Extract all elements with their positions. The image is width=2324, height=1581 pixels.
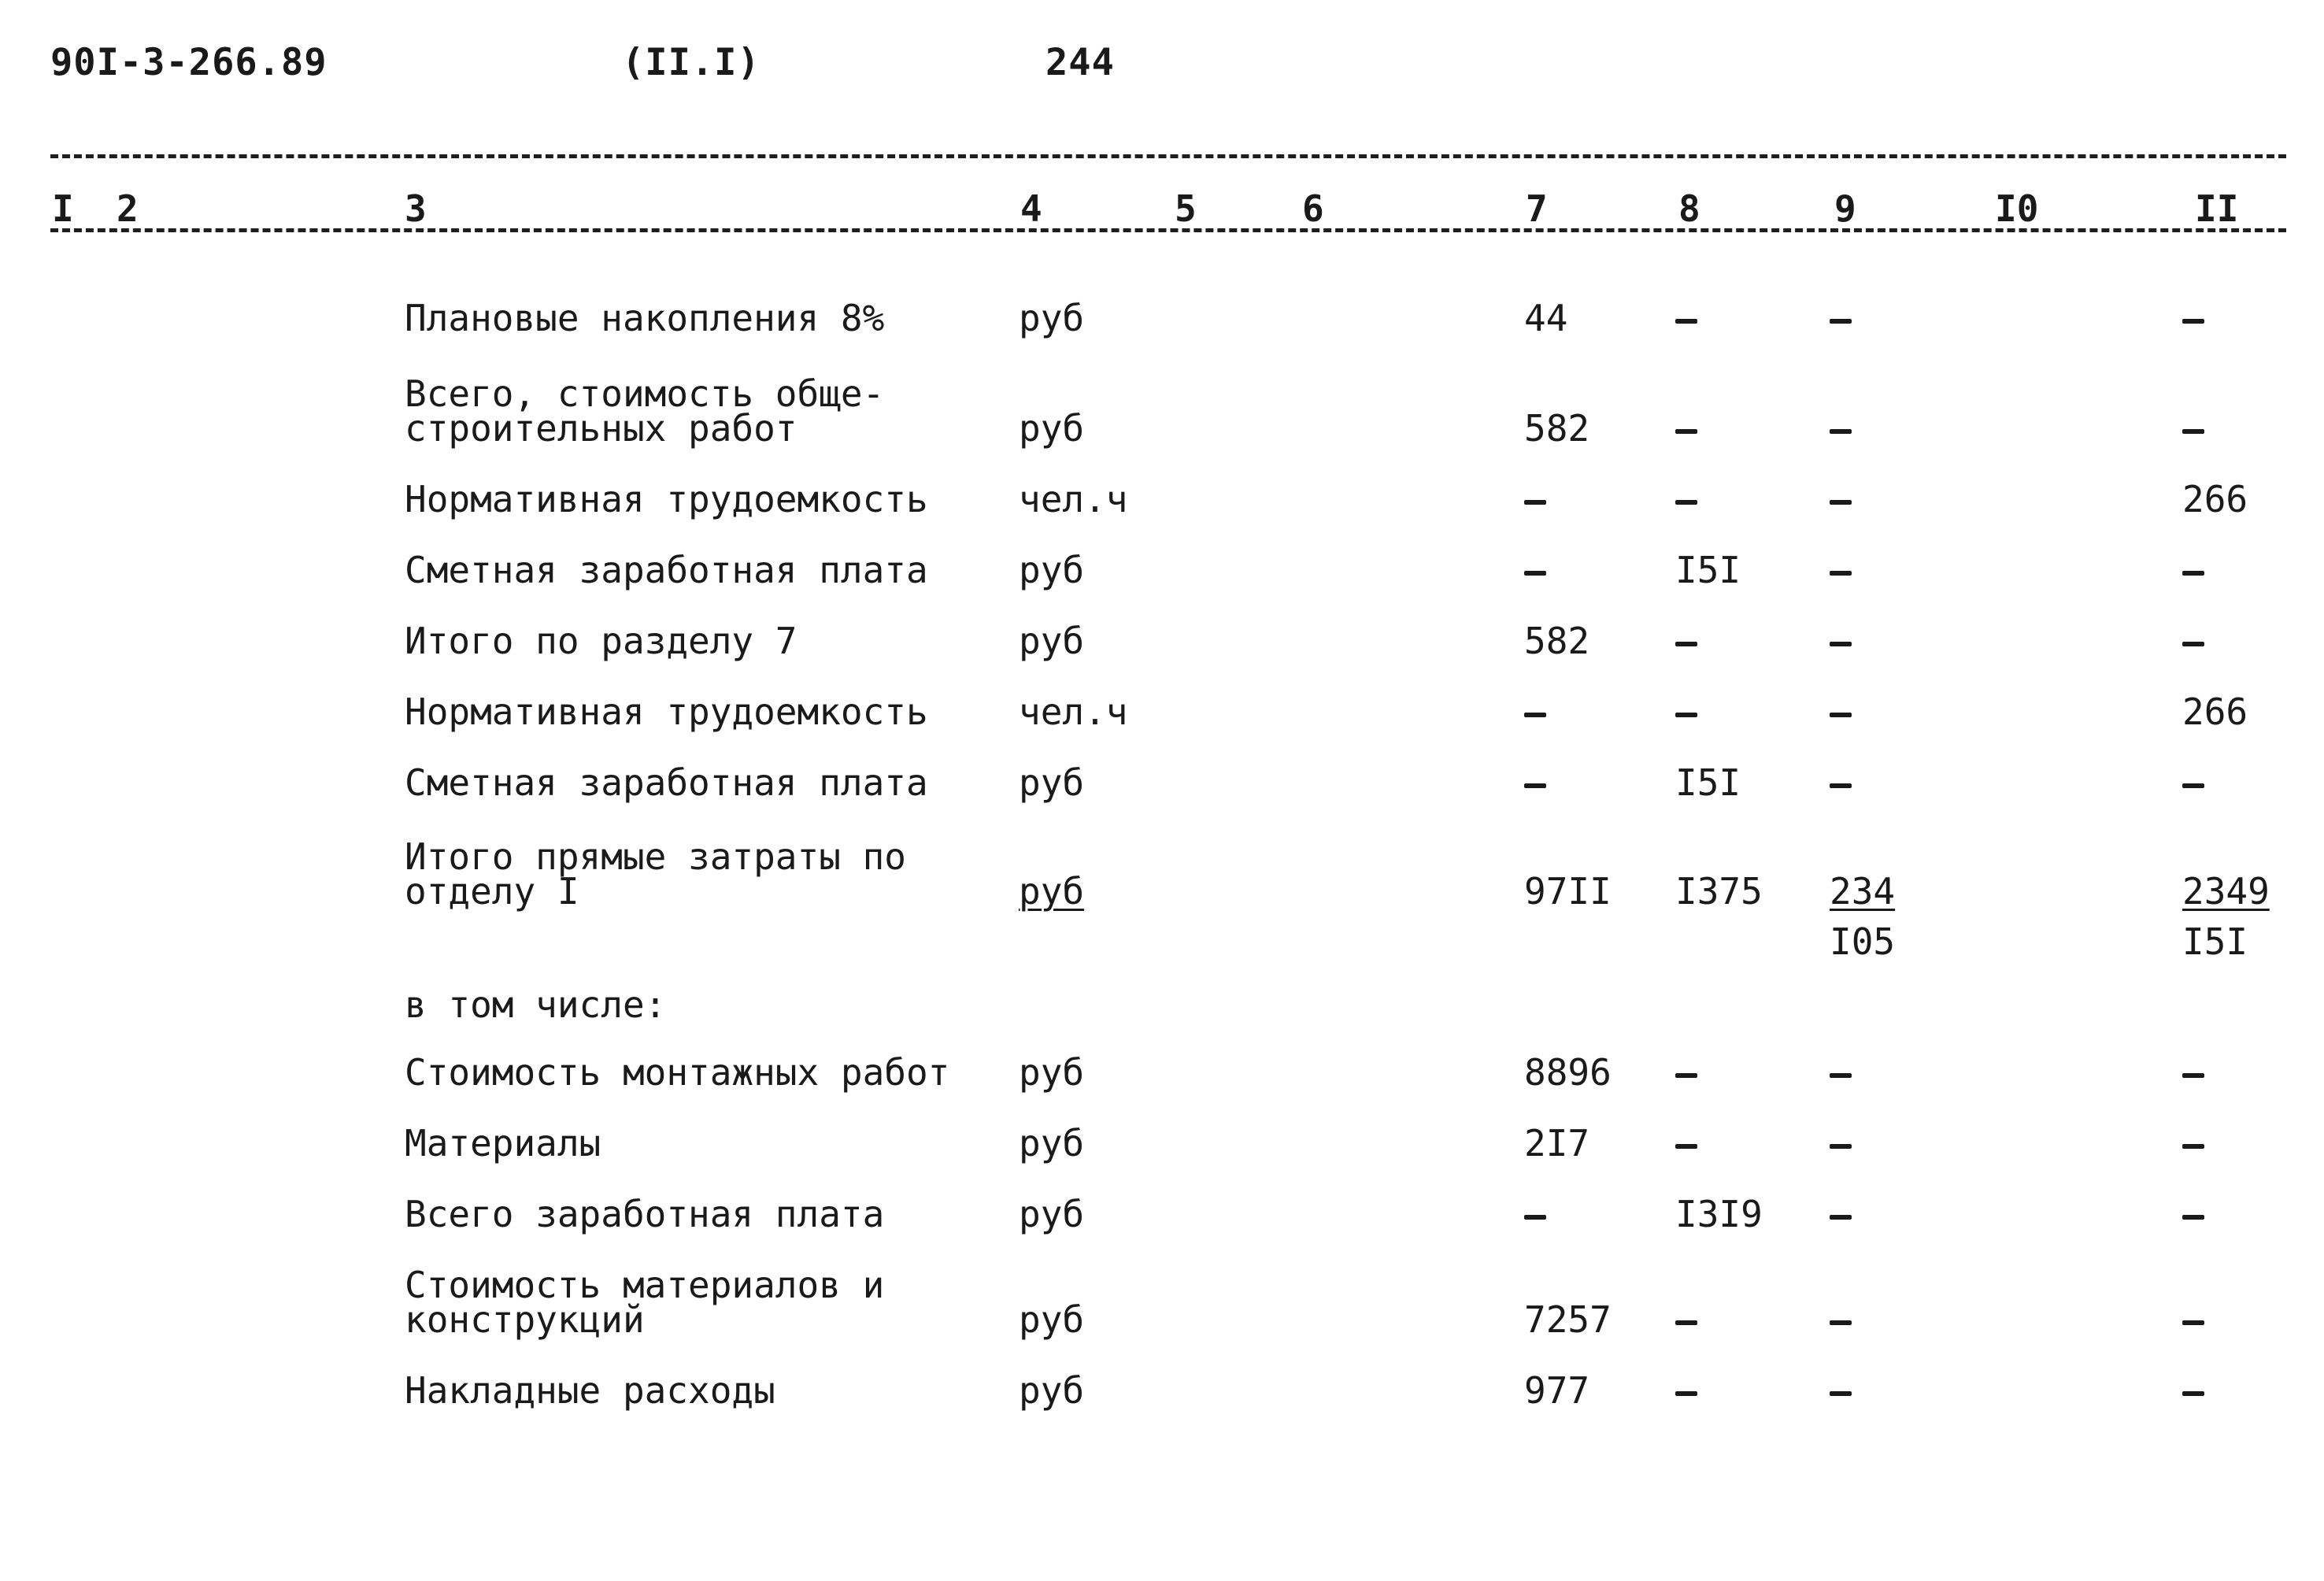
- dash-mark: [1675, 1391, 1697, 1396]
- row-col7: 44: [1524, 297, 1568, 339]
- column-number-7: 7: [1526, 187, 1548, 230]
- row-col11: [2182, 1124, 2204, 1162]
- dash-mark: [1524, 783, 1546, 788]
- dash-mark: [1830, 429, 1852, 434]
- row-col9: [1830, 1301, 1852, 1338]
- document-code: 90I-3-266.89: [50, 41, 328, 84]
- row-col11: [2182, 299, 2204, 337]
- column-number-10: I0: [1995, 187, 2039, 230]
- dash-mark: [2182, 1320, 2204, 1325]
- row-description: Итого прямые затраты по: [405, 835, 906, 878]
- dash-mark: [2182, 1391, 2204, 1396]
- column-number-2: 2: [117, 187, 139, 230]
- row-col9-denominator: I05: [1830, 920, 1896, 963]
- column-number-8: 8: [1678, 187, 1700, 230]
- dash-mark: [2182, 1073, 2204, 1078]
- dash-mark: [1675, 429, 1697, 434]
- column-number-9: 9: [1834, 187, 1856, 230]
- row-unit: руб: [1019, 1122, 1085, 1164]
- row-unit: руб: [1019, 870, 1085, 913]
- row-col7: 7257: [1524, 1298, 1612, 1341]
- dash-mark: [2182, 642, 2204, 646]
- dash-mark: [2182, 1215, 2204, 1220]
- row-unit: руб: [1019, 620, 1085, 662]
- row-unit: чел.ч: [1019, 478, 1128, 520]
- row-col9: [1830, 1372, 1852, 1409]
- row-unit: руб: [1019, 1298, 1085, 1341]
- dash-mark: [1830, 1391, 1852, 1396]
- row-col7: 8896: [1524, 1051, 1612, 1094]
- dash-mark: [1830, 1320, 1852, 1325]
- row-col7: [1524, 693, 1546, 731]
- row-col8: [1675, 409, 1697, 447]
- row-col8: [1675, 480, 1697, 518]
- dash-mark: [1830, 500, 1852, 505]
- row-col11: [2182, 551, 2204, 589]
- dash-mark: [1524, 571, 1546, 576]
- dash-mark: [1675, 1144, 1697, 1149]
- column-number-6: 6: [1302, 187, 1324, 230]
- row-description: Плановые накопления 8%: [405, 297, 885, 339]
- row-col11: [2182, 622, 2204, 660]
- column-number-3: 3: [405, 187, 427, 230]
- row-col8: [1675, 693, 1697, 731]
- row-col11: [2182, 1301, 2204, 1338]
- row-unit: руб: [1019, 549, 1085, 591]
- row-description: Сметная заработная плата: [405, 549, 928, 591]
- row-col8: I3I9: [1675, 1193, 1763, 1235]
- dash-mark: [1675, 1320, 1697, 1325]
- row-description: Всего, стоимость обще-: [405, 372, 885, 415]
- row-description: Стоимость материалов и: [405, 1264, 885, 1306]
- row-unit: руб: [1019, 407, 1085, 450]
- row-col8: I375: [1675, 870, 1763, 913]
- row-col11: [2182, 409, 2204, 447]
- row-unit: руб: [1019, 1051, 1085, 1094]
- row-col8: [1675, 1372, 1697, 1409]
- row-description: Сметная заработная плата: [405, 761, 928, 804]
- dash-mark: [2182, 319, 2204, 324]
- dash-mark: [2182, 783, 2204, 788]
- row-col9: [1830, 622, 1852, 660]
- page-number: 244: [1045, 41, 1115, 84]
- dash-mark: [1675, 500, 1697, 505]
- row-col7: [1524, 480, 1546, 518]
- dash-mark: [1830, 713, 1852, 717]
- row-col11: [2182, 764, 2204, 802]
- row-description: Нормативная трудоемкость: [405, 691, 928, 733]
- dash-mark: [1830, 319, 1852, 324]
- dash-mark: [2182, 1144, 2204, 1149]
- dash-mark: [1675, 1073, 1697, 1078]
- row-col7: 582: [1524, 407, 1590, 450]
- row-col9-numerator: 234: [1830, 870, 1896, 913]
- top-dashed-rule: [50, 154, 2286, 158]
- row-col8: [1675, 622, 1697, 660]
- dash-mark: [1830, 571, 1852, 576]
- row-col9: [1830, 551, 1852, 589]
- row-col7: [1524, 1195, 1546, 1233]
- column-number-11: II: [2195, 187, 2239, 230]
- section-number: (II.I): [622, 41, 760, 84]
- dash-mark: [2182, 571, 2204, 576]
- column-number-rule: [50, 228, 2286, 232]
- dash-mark: [1524, 713, 1546, 717]
- dash-mark: [1675, 713, 1697, 717]
- row-col8: I5I: [1675, 549, 1741, 591]
- row-description: Стоимость монтажных работ: [405, 1051, 950, 1094]
- row-col9: [1830, 1124, 1852, 1162]
- row-col9: [1830, 764, 1852, 802]
- row-description-line2: строительных работ: [405, 407, 797, 450]
- row-description-line2: конструкций: [405, 1298, 645, 1341]
- row-unit: руб: [1019, 761, 1085, 804]
- row-col11-denominator: I5I: [2182, 920, 2248, 963]
- row-col7: 977: [1524, 1369, 1590, 1412]
- row-description: Материалы: [405, 1122, 601, 1164]
- row-col9: [1830, 1195, 1852, 1233]
- column-number-4: 4: [1020, 187, 1042, 230]
- row-description: Накладные расходы: [405, 1369, 775, 1412]
- row-col11-numerator: 2349: [2182, 870, 2270, 913]
- dash-mark: [1675, 319, 1697, 324]
- dash-mark: [1830, 1073, 1852, 1078]
- row-unit: руб: [1019, 1369, 1085, 1412]
- dash-mark: [2182, 429, 2204, 434]
- subheading-including: в том числе:: [405, 983, 667, 1026]
- dash-mark: [1830, 1215, 1852, 1220]
- row-col9: [1830, 1053, 1852, 1091]
- row-description: Итого по разделу 7: [405, 620, 797, 662]
- row-description-line2: отделу I: [405, 870, 579, 913]
- row-col8: I5I: [1675, 761, 1741, 804]
- dash-mark: [1830, 783, 1852, 788]
- row-description: Нормативная трудоемкость: [405, 478, 928, 520]
- dash-mark: [1830, 642, 1852, 646]
- row-col9: [1830, 409, 1852, 447]
- row-col8: [1675, 299, 1697, 337]
- row-col7: 97II: [1524, 870, 1612, 913]
- column-number-5: 5: [1175, 187, 1197, 230]
- row-description: Всего заработная плата: [405, 1193, 885, 1235]
- row-col7: 2I7: [1524, 1122, 1590, 1164]
- dash-mark: [1830, 1144, 1852, 1149]
- row-col11: 266: [2182, 691, 2248, 733]
- row-col7: 582: [1524, 620, 1590, 662]
- dash-mark: [1675, 642, 1697, 646]
- row-unit: руб: [1019, 1193, 1085, 1235]
- row-col11: [2182, 1053, 2204, 1091]
- row-col11: [2182, 1195, 2204, 1233]
- dash-mark: [1524, 1215, 1546, 1220]
- row-col9: [1830, 693, 1852, 731]
- dash-mark: [1524, 500, 1546, 505]
- row-col8: [1675, 1053, 1697, 1091]
- row-col8: [1675, 1124, 1697, 1162]
- row-col8: [1675, 1301, 1697, 1338]
- row-col7: [1524, 764, 1546, 802]
- row-col9: [1830, 299, 1852, 337]
- column-number-1: I: [52, 187, 74, 230]
- row-col11: [2182, 1372, 2204, 1409]
- row-col11: 266: [2182, 478, 2248, 520]
- row-unit: чел.ч: [1019, 691, 1128, 733]
- row-col7: [1524, 551, 1546, 589]
- row-unit: руб: [1019, 297, 1085, 339]
- row-col9: [1830, 480, 1852, 518]
